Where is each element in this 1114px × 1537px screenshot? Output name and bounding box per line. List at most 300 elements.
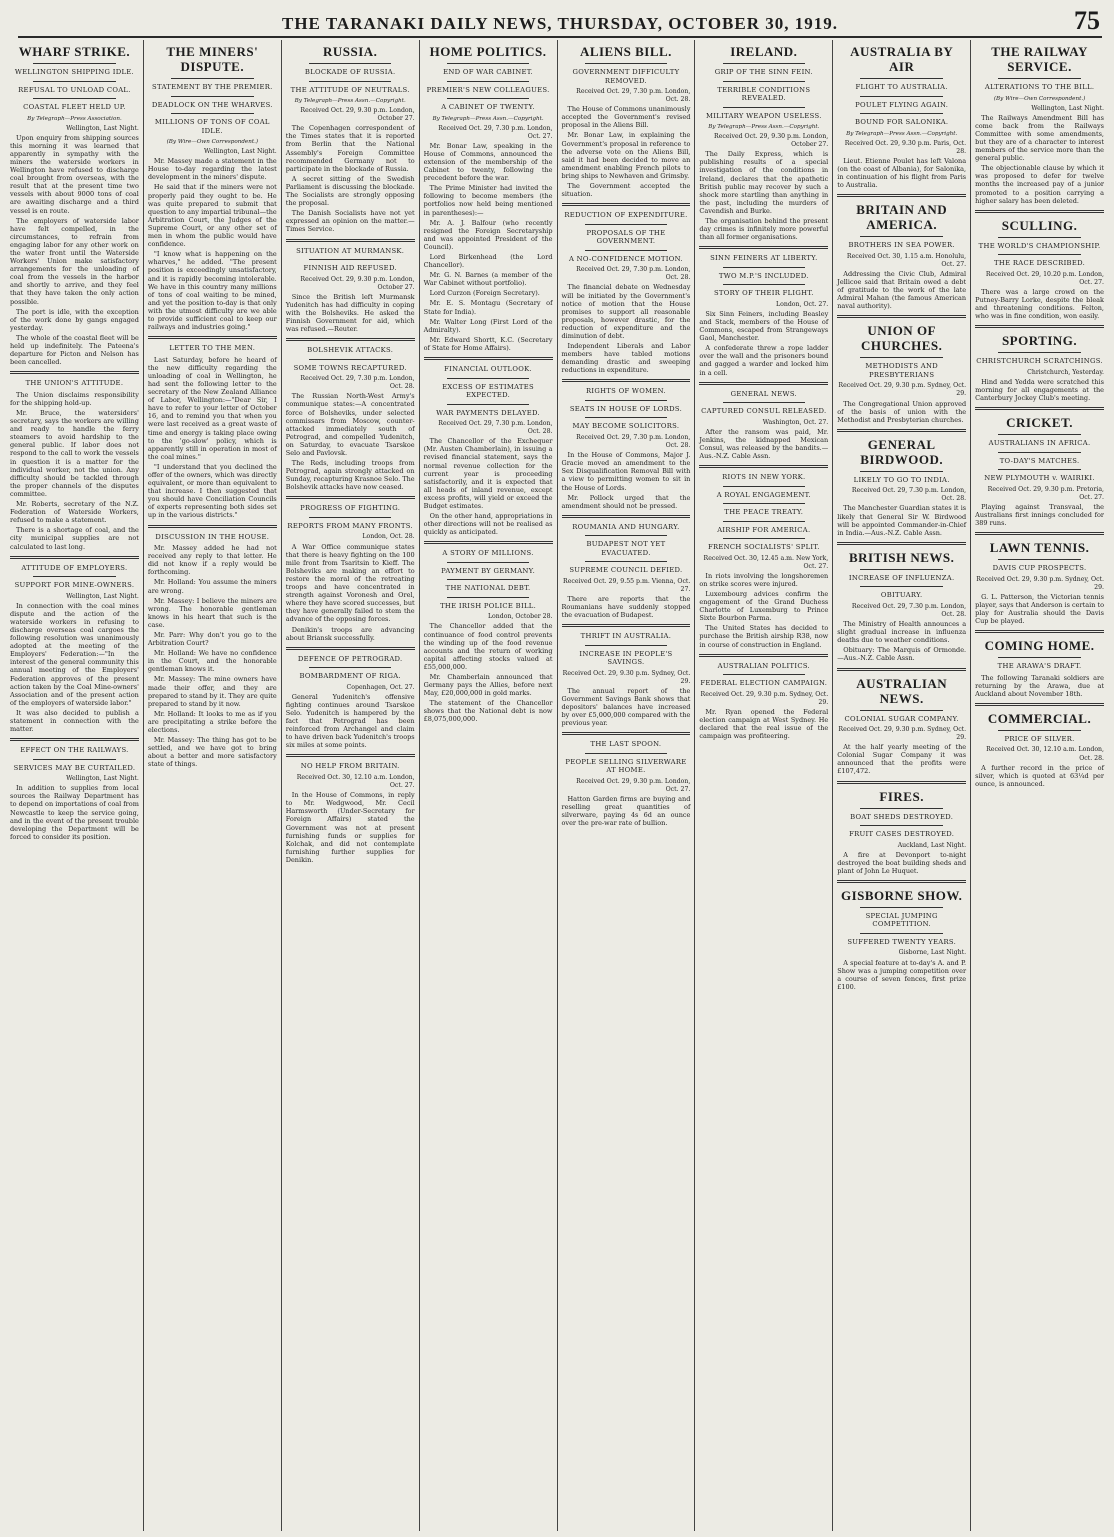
article-subheading: SINN FEINERS AT LIBERTY. xyxy=(710,254,818,263)
section-divider xyxy=(975,210,1104,213)
rule-divider xyxy=(860,808,943,809)
rule-divider xyxy=(33,759,116,760)
article-paragraph: Upon enquiry from shipping sources this morning it was learned that apparently in sympathy with the miners the waterside workers in Wellington have refused to discharge coal brought from overseas, with the result that at the present time two vessels with about 9000 tons of coal are awaiting discharge and a third vessel is en route. xyxy=(10,133,139,215)
article-heading: AUSTRALIA BY AIR xyxy=(850,44,954,74)
article-heading: SCULLING. xyxy=(1001,217,1078,233)
article-paragraph: A War Office communique states that there is heavy fighting on the 100 mile front from Tsaritsin to Kieff. The Bolsheviks are making an effort to restore the moral of the retreating troops and have concentrated in strength against Voronesh and Orel, where they have scored successes, but they have generally failed to stem the advance of the opposing forces. xyxy=(285,542,415,624)
article-dateline: Received Oct. 30, 12.45 a.m. New York, Oct. 27. xyxy=(703,554,829,570)
article xyxy=(286,338,415,491)
article-subheading: BUDAPEST NOT YET EVACUATED. xyxy=(586,540,666,557)
article-subheading: MILITARY WEAPON USELESS. xyxy=(705,111,822,120)
article-subheading: PROGRESS OF FIGHTING. xyxy=(300,504,401,513)
article-paragraph: Six Sinn Feiners, including Beasley and Stack, members of the House of Commons, escaped from Strangeways Gaol, Manchester. xyxy=(699,309,829,343)
rule-divider xyxy=(447,378,530,379)
article-dateline: Received Oct. 30, 12.10 a.m. London, Oct. 28. xyxy=(986,746,1104,762)
rule-divider xyxy=(447,63,530,64)
article-paragraph: Mr. Massey: I believe the miners are wrong. The honorable gentleman knows in his heart that such is the case. xyxy=(147,596,277,629)
article xyxy=(975,210,1104,321)
article-subheading: A CABINET OF TWENTY. xyxy=(441,103,535,111)
article-heading: FIRES. xyxy=(879,788,924,804)
section-divider xyxy=(148,336,277,339)
article-paragraph: The objectionable clause by which it was proposed to defer for twelve months the increased pay of a junior promoted to a position carrying a higher salary has been deleted. xyxy=(975,164,1104,205)
article-paragraph: There was a large crowd on the Putney-Barry Lorke, despite the bleak and threatening conditions. Felton, who was in fine condition, won easily. xyxy=(975,287,1104,321)
article-dateline: London, October 28. xyxy=(487,613,553,621)
article xyxy=(837,781,966,875)
article-dateline: Gisborne, Last Night. xyxy=(898,949,967,957)
article xyxy=(837,429,966,537)
rule-divider xyxy=(447,81,530,82)
article-paragraph: Mr. E. S. Montagu (Secretary of State for India). xyxy=(423,299,553,316)
news-column xyxy=(282,40,420,1531)
article-paragraph: In the House of Commons, Major J. Gracie moved an amendment to the Sex Disqualification Removal Bill with a view to permitting women to sit in the House of Lords. xyxy=(561,451,691,492)
article-subheading: REDUCTION OF EXPENDITURE. xyxy=(564,211,688,220)
article-subheading: INCREASE OF INFLUENZA. xyxy=(848,573,955,582)
article-subheading: TERRIBLE CONDITIONS REVEALED. xyxy=(717,85,811,102)
article-credit: By Telegraph—Press Association. xyxy=(27,115,122,122)
article-dateline: Received Oct. 29, 7.30 p.m. London, Oct. 28. xyxy=(576,433,691,450)
rule-divider xyxy=(723,284,806,285)
article xyxy=(837,668,966,776)
article-subheading: EFFECT ON THE RAILWAYS. xyxy=(20,746,129,755)
article-subheading: STORY OF THEIR FLIGHT. xyxy=(713,289,814,298)
article-dateline: Received Oct. 29, 7.30 p.m. London, Oct. 28. xyxy=(851,602,967,618)
article-paragraph: Mr. Walter Long (First Lord of the Admiralty). xyxy=(423,317,553,334)
article-subheading: THE UNION'S ATTITUDE. xyxy=(25,379,124,388)
article-paragraph: Mr. Parr: Why don't you go to the Arbitration Court? xyxy=(147,630,277,648)
section-divider xyxy=(10,371,139,374)
article-paragraph: Independent Liberals and Labor members have tabled motions demanding drastic and sweeping reductions in expenditure. xyxy=(561,342,691,375)
article-paragraph: In riots involving the longshoremen on strike scores were injured. xyxy=(699,571,829,588)
rule-divider xyxy=(723,81,806,82)
article-dateline: Received Oct. 29, 7.30 p.m. London, Oct. 28. xyxy=(851,487,967,503)
section-divider xyxy=(10,556,139,559)
article-subheading: A ROYAL ENGAGEMENT. xyxy=(716,490,811,499)
article-subheading: FRENCH SOCIALISTS' SPLIT. xyxy=(707,543,820,552)
article-dateline: London, Oct. 28. xyxy=(362,533,415,541)
article-subheading: RIGHTS OF WOMEN. xyxy=(585,387,666,396)
article-paragraph: At the half yearly meeting of the Colonial Sugar Company it was announced that the profits were £107,472. xyxy=(837,743,967,776)
article-subheading: PEOPLE SELLING SILVERWARE AT HOME. xyxy=(565,757,687,775)
article-paragraph: Luxembourg advices confirm the engagement of the Grand Duchess Charlotte of Luxemburg to Prince Sixte Bourbon Parma. xyxy=(699,590,829,623)
article xyxy=(975,44,1104,205)
article-paragraph: General Yudenitch's offensive fighting continues around Tsarskoe Selo. Yudenitch is hampered by the fact that Petrograd has been reinforced from Archangel and claim to have driven back Yudenitch's troops six miles at some points. xyxy=(285,692,415,750)
article-subheading: THE PEACE TREATY. xyxy=(724,508,804,517)
article-subheading: FINNISH AID REFUSED. xyxy=(303,264,397,272)
rule-divider xyxy=(860,907,943,908)
article-subheading: THE ATTITUDE OF NEUTRALS. xyxy=(290,85,410,94)
article-paragraph: Denikin's troops are advancing about Briansk successfully. xyxy=(285,625,415,642)
article-paragraph: The whole of the coastal fleet will be held up indefinitely. The Pateena's departure for Picton and Nelson has been cancelled. xyxy=(10,333,139,367)
article-dateline: Copenhagen, Oct. 27. xyxy=(346,683,415,691)
rule-divider xyxy=(585,645,668,646)
article-paragraph: Mr. Holland: We have no confidence in the Court, and the honorable gentleman knows it. xyxy=(147,649,277,674)
rule-divider xyxy=(309,81,392,82)
article xyxy=(562,732,691,827)
news-column xyxy=(558,40,696,1531)
article-paragraph: Mr. Bonar Law, in explaining the Government's proposal in reference to the adverse vote on the Aliens Bill, said it had been decided to move an amendment enabling French pilots to bring ships to Newhaven and Grimsby. xyxy=(561,131,691,180)
article-paragraph: Hatton Garden firms are buying and reselling great quantities of silverware, paying 4s 6d an ounce over the pre-war rate of bullion. xyxy=(561,795,691,828)
article-heading: COMING HOME. xyxy=(984,638,1095,654)
article-dateline: Wellington, Last Night. xyxy=(204,148,277,156)
article-subheading: A STORY OF MILLIONS. xyxy=(442,549,534,558)
article-paragraph: After the ransom was paid, Mr. Jenkins, the kidnapped Mexican Consul, was released by the bandits.—Aus.-N.Z. Cable Assn. xyxy=(699,427,829,461)
section-divider xyxy=(699,465,828,468)
article-subheading: SITUATION AT MURMANSK. xyxy=(296,246,405,255)
article-subheading: THE NATIONAL DEBT. xyxy=(445,584,531,593)
article xyxy=(975,630,1104,698)
article-paragraph: Mr. Massey made a statement in the House to-day regarding the latest development in the miners' dispute. xyxy=(147,157,277,182)
article-subheading: SUPPORT FOR MINE-OWNERS. xyxy=(14,581,135,590)
article-subheading: LIKELY TO GO TO INDIA. xyxy=(853,475,950,484)
rule-divider xyxy=(585,63,668,64)
article-dateline: Received Oct. 29, 7.30 p.m. London, Oct. 28. xyxy=(438,420,553,436)
article-paragraph: The following Taranaki soldiers are returning by the Arawa, due at Auckland about November 18th. xyxy=(975,673,1104,698)
article-subheading: FINANCIAL OUTLOOK. xyxy=(444,365,532,374)
article-subheading: AUSTRALIAN POLITICS. xyxy=(717,661,811,670)
article xyxy=(837,542,966,663)
article-credit: By Telegraph—Press Assn.—Copyright. xyxy=(432,115,544,122)
article-paragraph: The Manchester Guardian states it is likely that General Sir W. Birdwood will be appointed Commander-in-Chief in India.—Aus.-N.Z. Cable Assn. xyxy=(837,504,967,537)
article-paragraph: Last Saturday, before he heard of the new difficulty regarding the unloading of coal in Wellington, he had sent the following letter to the secretary of the New Zealand Alliance of Labor, Wellington:—"Dear Sir, I have to refer to your letter of October 16, and to remind you that when you were last received as a great waste of time and energy is taking place owing to the 'go-slow' policy, which is apparently still in operation in most of the coal mines." xyxy=(147,355,277,461)
article xyxy=(699,382,828,460)
rule-divider xyxy=(33,63,116,64)
article xyxy=(424,541,553,723)
rule-divider xyxy=(860,113,943,114)
article-paragraph: The Government accepted the situation. xyxy=(561,182,691,199)
article-subheading: METHODISTS AND PRESBYTERIANS xyxy=(865,362,938,379)
rule-divider xyxy=(447,98,530,99)
article-heading: IRELAND. xyxy=(730,44,798,59)
section-divider xyxy=(837,668,966,671)
article-subheading: PREMIER'S NEW COLLEAGUES. xyxy=(426,85,550,94)
article-subheading: LETTER TO THE MEN. xyxy=(169,344,256,353)
article-dateline: Received Oct. 29, 9.30 p.m. London, October 27. xyxy=(714,133,829,149)
article-heading: HOME POLITICS. xyxy=(429,44,547,59)
article-paragraph: Mr. Bonar Law, speaking in the House of Commons, announced the extension of the membership of the Cabinet to twenty, following the precedent before the war. xyxy=(423,141,553,183)
article-heading: GENERAL BIRDWOOD. xyxy=(860,436,944,467)
rule-divider xyxy=(998,434,1081,435)
article-paragraph: Mr. Bruce, the watersiders' secretary, says the workers are willing and ready to handle the ferry steamers to avoid hardship to the general public. If labor does not respond to the call to work the vessels in question it is a matter for the individual worker, not the union. Any difficulty should be tackled through the proper channels of the disputes committee. xyxy=(10,409,139,498)
article xyxy=(975,703,1104,788)
article-paragraph: The Reds, including troops from Petrograd, again strongly attacked on Sunday, recapturing Krasnoe Selo. The Bolshevik attacks have now ceased. xyxy=(285,459,415,492)
article-dateline: Received Oct. 29, 9.30 p.m. Pretoria, Oct. 27. xyxy=(987,485,1104,501)
article-subheading: OBITUARY. xyxy=(880,591,923,600)
article-paragraph: The organisation behind the present day crimes is infinitely more powerful than all former organisations. xyxy=(699,217,829,242)
article xyxy=(286,44,415,234)
rule-divider xyxy=(998,254,1081,255)
article-dateline: Received Oct. 29, 9.30 p.m. London, October 27. xyxy=(300,275,415,291)
article-paragraph: Obituary: The Marquis of Ormonde.—Aus.-N.Z. Cable Assn. xyxy=(837,646,967,663)
article-paragraph: The House of Commons unanimously accepted the Government's revised proposal in the Aliens Bill. xyxy=(561,105,691,130)
article-dateline: Received Oct. 29, 7.30 p.m. London, Oct. 28. xyxy=(576,88,691,104)
rule-divider xyxy=(860,710,943,711)
article-paragraph: The Chancellor added that the continuance of food control prevents the winding up of the food revenue accounts and the return of working capital affecting stocks valued at £55,000,000. xyxy=(423,622,553,671)
article-subheading: BROTHERS IN SEA POWER. xyxy=(848,241,955,250)
article xyxy=(837,44,966,189)
section-divider xyxy=(837,315,966,318)
section-divider xyxy=(699,246,828,249)
article-subheading: ALTERATIONS TO THE BILL. xyxy=(984,83,1095,91)
article-dateline: Received Oct. 29, 9.30 p.m. London, October 27. xyxy=(300,107,415,123)
rule-divider xyxy=(585,250,668,251)
article-subheading: BOUND FOR SALONIKA. xyxy=(854,118,949,126)
article-credit: By Telegraph—Press Assn.—Copyright. xyxy=(708,124,820,130)
rule-divider xyxy=(447,579,530,580)
article-subheading: PROPOSALS OF THE GOVERNMENT. xyxy=(586,228,666,246)
rule-divider xyxy=(585,561,668,562)
article-dateline: Received Oct. 29, 7.30 p.m. London, Oct. 28. xyxy=(300,375,415,391)
article-dateline: London, Oct. 27. xyxy=(776,300,829,308)
article-paragraph: The annual report of the Government Savings Bank shows that depositors' balances have increased by over £5,000,000 compared with the previous year. xyxy=(561,686,691,728)
article-dateline: Received Oct. 30, 1.15 a.m. Honolulu, Oct. 27. xyxy=(846,252,967,268)
article-paragraph: Mr. Holland: It looks to me as if you are precipitating a strike before the elections. xyxy=(147,709,277,734)
news-column xyxy=(6,40,144,1531)
rule-divider xyxy=(860,933,943,934)
article-paragraph: The Chancellor of the Exchequer (Mr. Austen Chamberlain), in issuing a revised financial statement, says the normal revenue collection for the current year is proceeding satisfactorily, and it is expected that all heads of inland revenue, except excess profits, will yield or exceed the Budget estimates. xyxy=(423,437,553,510)
article xyxy=(975,407,1104,527)
article-heading: GISBORNE SHOW. xyxy=(840,887,963,903)
rule-divider xyxy=(585,224,668,225)
rule-divider xyxy=(723,402,806,403)
article-subheading: AUSTRALIANS IN AFRICA. xyxy=(988,439,1091,448)
rule-divider xyxy=(585,417,668,418)
article-subheading: BLOCKADE OF RUSSIA. xyxy=(304,68,396,76)
rule-divider xyxy=(447,597,530,598)
article xyxy=(286,239,415,334)
rule-divider xyxy=(585,535,668,536)
section-divider xyxy=(837,781,966,784)
rule-divider xyxy=(309,359,392,360)
article-paragraph: There are reports that the Roumanians have suddenly stopped the evacuation of Budapest. xyxy=(561,594,691,620)
article-dateline: Received Oct. 29, 10.20 p.m. London, Oct. 27. xyxy=(985,270,1104,286)
rule-divider xyxy=(309,259,392,260)
rule-divider xyxy=(860,357,943,358)
article-paragraph: Playing against Transvaal, the Australians first innings concluded for 389 runs. xyxy=(975,502,1104,528)
rule-divider xyxy=(723,107,806,108)
article xyxy=(699,465,828,649)
article xyxy=(562,379,691,509)
article-paragraph: In the House of Commons, in reply to Mr. Wedgwood, Mr. Cecil Harmsworth (Under-Secretary for Foreign Affairs) stated the Government was not at present furnishing funds or supplies for Kolchak, and did not contemplate furnishing further supplies for Denikin. xyxy=(285,791,415,864)
article-paragraph: G. L. Patterson, the Victorian tennis player, says that Anderson is certain to play for Australia should the Davis Cup be played. xyxy=(975,592,1104,626)
article-dateline: Washington, Oct. 27. xyxy=(762,418,829,426)
rule-divider xyxy=(998,469,1081,470)
article-subheading: SERVICES MAY BE CURTAILED. xyxy=(13,763,136,772)
rule-divider xyxy=(585,753,668,754)
article xyxy=(699,44,828,241)
article-subheading: THE WORLD'S CHAMPIONSHIP. xyxy=(978,241,1101,250)
rule-divider xyxy=(860,96,943,97)
article xyxy=(837,880,966,991)
section-divider xyxy=(10,738,139,741)
article-dateline: Received Oct. 30, 12.10 a.m. London, Oct. 27. xyxy=(296,773,415,790)
article xyxy=(286,496,415,641)
article-paragraph: Lord Curzon (Foreign Secretary). xyxy=(429,289,540,298)
article-dateline: Wellington, Last Night. xyxy=(66,592,139,600)
article-dateline: Received Oct. 29, 7.30 p.m. London, Oct. 27. xyxy=(438,124,553,140)
article-paragraph: The Ministry of Health announces a slight gradual increase in influenza deaths due to weather conditions. xyxy=(837,620,967,645)
article-subheading: FLIGHT TO AUSTRALIA. xyxy=(855,83,948,91)
article-subheading: SEATS IN HOUSE OF LORDS. xyxy=(569,404,683,413)
article-paragraph: Lieut. Etienne Poulet has left Valona (on the coast of Albania), for Salonika, in continuation of his flight from Paris to Australia. xyxy=(837,156,967,190)
rule-divider xyxy=(860,569,943,570)
article-subheading: DEFENCE OF PETROGRAD. xyxy=(297,654,403,663)
article-paragraph: The Copenhagen correspondent of the Times states that it is reported from Berlin that the National Assembly's Foreign Committee recommended Germany not to participate in the blockade of Russia. xyxy=(285,124,415,173)
rule-divider xyxy=(33,81,116,82)
article-dateline: Wellington, Last Night. xyxy=(66,124,139,132)
article-subheading: COLONIAL SUGAR COMPANY. xyxy=(844,714,959,723)
article xyxy=(837,315,966,423)
section-divider xyxy=(286,754,415,757)
article-paragraph: The financial debate on Wednesday will be initiated by the Government's notice of motion that the House promises to support all reasonable proposals, however drastic, for the reduction of expenditure and the diminution of debt. xyxy=(561,283,691,340)
article xyxy=(10,556,139,734)
rule-divider xyxy=(998,559,1081,560)
rule-divider xyxy=(860,471,943,472)
article-paragraph: Mr. Massey: The thing has got to be settled, and we have got to bring about a better and more satisfactory state of things. xyxy=(147,736,277,769)
rule-divider xyxy=(33,576,116,577)
article-dateline: Received Oct. 29, 7.30 p.m. London, Oct. 28. xyxy=(576,266,691,282)
rule-divider xyxy=(723,674,806,675)
masthead xyxy=(18,6,1102,38)
article-paragraph: A further record in the price of silver, which is quoted at 63¼d per ounce, is announced. xyxy=(975,763,1104,788)
article-subheading: SUPREME COUNCIL DEFIED. xyxy=(569,566,683,575)
rule-divider xyxy=(585,400,668,401)
article-subheading: DEADLOCK ON THE WHARVES. xyxy=(151,100,273,109)
rule-divider xyxy=(860,236,943,237)
article-subheading: BOLSHEVIK ATTACKS. xyxy=(307,346,394,355)
section-divider xyxy=(699,382,828,385)
article-paragraph: Mr. Roberts, secretary of the N.Z. Federation of Waterside Workers, refused to make a statement. xyxy=(10,500,139,525)
masthead-title: THE TARANAKI DAILY NEWS, THURSDAY, OCTOBER 30, 1919. xyxy=(282,14,838,33)
article-paragraph: Mr. Massey added he had not received any reply to that letter. He did not know if a reply would be forthcoming. xyxy=(147,544,277,577)
section-divider xyxy=(975,532,1104,535)
section-divider xyxy=(562,624,691,627)
rule-divider xyxy=(998,657,1081,658)
rule-divider xyxy=(860,78,943,79)
article-dateline: Received Oct. 29, 9.30 p.m. Paris, Oct. 28. xyxy=(844,139,967,155)
article-subheading: DAVIS CUP PROSPECTS. xyxy=(992,564,1087,573)
article-dateline: Received Oct. 29, 9.30 p.m. Sydney, Oct. 29. xyxy=(838,382,967,398)
section-divider xyxy=(286,496,415,499)
article-dateline: Christchurch, Yesterday. xyxy=(1027,368,1104,376)
rule-divider xyxy=(860,586,943,587)
article-subheading: REFUSAL TO UNLOAD COAL. xyxy=(18,85,131,94)
news-column xyxy=(695,40,833,1531)
section-divider xyxy=(975,325,1104,328)
article-subheading: REPORTS FROM MANY FRONTS. xyxy=(287,521,413,530)
article-paragraph: The Union disclaims responsibility for the shipping hold-up. xyxy=(10,390,139,407)
rule-divider xyxy=(723,538,806,539)
news-column xyxy=(144,40,282,1531)
rule-divider xyxy=(33,98,116,99)
article-subheading: FRUIT CASES DESTROYED. xyxy=(849,830,955,839)
section-divider xyxy=(286,338,415,341)
article xyxy=(10,371,139,550)
article-heading: THE RAILWAY SERVICE. xyxy=(991,44,1088,74)
article-heading: COMMERCIAL. xyxy=(987,710,1092,726)
article-paragraph: There is a shortage of coal, and the city municipal supplies are not calculated to last long. xyxy=(10,526,139,551)
article-paragraph: Hind and Yedda were scratched this morning for all engagements at the Canterbury Jockey Club's meeting. xyxy=(975,377,1104,403)
article xyxy=(10,738,139,841)
section-divider xyxy=(837,880,966,883)
rule-divider xyxy=(723,521,806,522)
news-column xyxy=(420,40,558,1531)
article-paragraph: Mr. Pollock urged that the amendment should not be pressed. xyxy=(561,493,691,510)
article xyxy=(148,44,277,331)
article xyxy=(148,525,277,769)
article-paragraph: Mr. A. J. Balfour (who recently resigned the Foreign Secretaryship and was appointed President of the Council). xyxy=(423,218,553,251)
article-paragraph: Addressing the Civic Club, Admiral Jellicoe said that Britain owed a debt of gratitude to the work of the late Admiral Mahan (the famous American naval authority). xyxy=(837,269,967,311)
article-paragraph: It was also decided to publish a statement in connection with the matter. xyxy=(10,708,139,734)
article-paragraph: Since the British left Murmansk Yudenitch has had difficulty in coping with the Bolsheviks. He asked the Finnish Government for aid, which was refused.—Reuter. xyxy=(285,292,415,334)
section-divider xyxy=(286,239,415,242)
rule-divider xyxy=(998,78,1081,79)
article xyxy=(837,194,966,310)
article-dateline: Received Oct. 29, 9.30 p.m. Sydney, Oct. 29. xyxy=(976,575,1104,591)
article-paragraph: He said that if the miners were not properly paid they ought to be. He was quite prepared to submit that question to any impartial tribunal—the Arbitration Court, the Judges of the Supreme Court, or any other set of men in whom the public would have confidence. xyxy=(147,183,277,249)
article-subheading: A NO-CONFIDENCE MOTION. xyxy=(569,254,683,263)
article-heading: LAWN TENNIS. xyxy=(989,540,1090,556)
article-subheading: AIRSHIP FOR AMERICA. xyxy=(717,525,811,534)
article xyxy=(975,532,1104,625)
article-subheading: PAYMENT BY GERMANY. xyxy=(441,566,536,575)
article-paragraph: The Daily Express, which is publishing results of a special investigation of the conditions in Ireland, declares that the apathetic British public may recover by such a shock more startling than anything in the past, including the murders of Cavendish and Burke. xyxy=(699,150,829,215)
article-dateline: Received Oct. 29, 9.30 p.m. Sydney, Oct. 29. xyxy=(838,726,967,742)
article-paragraph: A special feature at to-day's A. and P. Show was a jumping competition over a course of seven fences, first prize £100. xyxy=(837,958,967,991)
article-heading: SPORTING. xyxy=(1001,333,1078,349)
section-divider xyxy=(562,203,691,206)
article xyxy=(699,246,828,376)
article-subheading: DISCUSSION IN THE HOUSE. xyxy=(155,532,270,541)
article-subheading: TO-DAY'S MATCHES. xyxy=(999,456,1080,465)
article-subheading: SPECIAL JUMPING COMPETITION. xyxy=(865,911,938,929)
article-paragraph: Mr. G. N. Barnes (a member of the War Cabinet without portfolio). xyxy=(423,271,553,288)
article-paragraph: The statement of the Chancellor shows that the National debt is now £8,075,000,000. xyxy=(423,699,553,724)
article-subheading: STATEMENT BY THE PREMIER. xyxy=(152,83,273,91)
article xyxy=(975,325,1104,402)
article-dateline: Received Oct. 29, 9.30 p.m. Sydney, Oct. 29. xyxy=(700,690,829,706)
rule-divider xyxy=(309,667,392,668)
article-subheading: GRIP OF THE SINN FEIN. xyxy=(714,68,813,76)
article-paragraph: The employers of waterside labor have felt compelled, in the circumstances, to refrain from engaging labor for any other work on the water front until the Waterside Workers' Union make satisfactory arrangements for the unloading of coal from the vessels in the harbor and shortly to arrive, and they feel that they have taken the only action possible. xyxy=(10,216,139,306)
article-heading: ALIENS BILL. xyxy=(579,44,672,59)
news-column xyxy=(971,40,1108,1531)
article xyxy=(286,647,415,750)
section-divider xyxy=(975,630,1104,633)
section-divider xyxy=(562,515,691,518)
article-paragraph: A confederate threw a rope ladder over the wall and the prisoners bound and gagged a warder and locked him in a cell. xyxy=(699,344,829,377)
rule-divider xyxy=(998,730,1081,731)
rule-divider xyxy=(723,267,806,268)
article-subheading: WELLINGTON SHIPPING IDLE. xyxy=(14,68,135,76)
rule-divider xyxy=(171,113,254,114)
news-column xyxy=(833,40,971,1531)
article-subheading: CHRISTCHURCH SCRATCHINGS. xyxy=(976,357,1103,366)
article-heading: THE MINERS' DISPUTE. xyxy=(166,44,259,74)
article xyxy=(424,357,553,536)
article xyxy=(562,44,691,198)
article-paragraph: "I understand that you declined the offer of the owners, which was directly equivalent, or more than equivalent to that increase. I then suggested that you should have Conciliation Councils of experts representing both sides set up in the various districts." xyxy=(147,462,277,520)
article-heading: BRITISH NEWS. xyxy=(848,549,955,565)
article-dateline: Received Oct. 29, 9.30 p.m. London, Oct. 27. xyxy=(576,777,691,793)
article-heading: RUSSIA. xyxy=(322,44,378,59)
article-subheading: NEW PLYMOUTH v. WAIRIKI. xyxy=(984,474,1095,483)
article-subheading: THE IRISH POLICE BILL. xyxy=(440,601,537,610)
article-heading: AUSTRALIAN NEWS. xyxy=(856,675,948,706)
section-divider xyxy=(286,647,415,650)
rule-divider xyxy=(860,825,943,826)
article-dateline: Received Oct. 29, 9.55 p.m. Vienna, Oct. 27. xyxy=(563,577,691,593)
article-subheading: THRIFT IN AUSTRALIA. xyxy=(580,632,672,641)
